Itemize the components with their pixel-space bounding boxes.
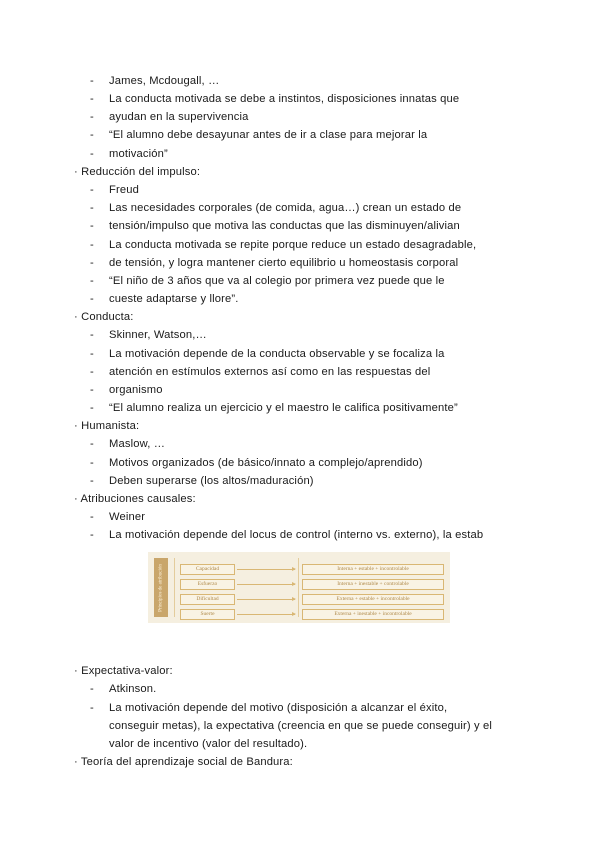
bullet-dash: - [90, 148, 94, 160]
bullet-dash: - [90, 329, 94, 341]
bullet-dash: - [90, 202, 94, 214]
bullet-dash: - [90, 257, 94, 269]
text-line: Weiner [109, 511, 146, 523]
figure-side-label: Principios de atribución [158, 563, 164, 612]
bullet-dash: - [90, 511, 94, 523]
text-line: Deben superarse (los altos/maduración) [109, 475, 314, 487]
text-line: La motivación depende de la conducta observable y se focaliza la [109, 348, 445, 360]
text-line: valor de incentivo (valor del resultado). [109, 738, 308, 750]
bullet-dash: - [90, 184, 94, 196]
bullet-dash: - [90, 529, 94, 541]
section-heading: · Reducción del impulso: [74, 166, 201, 178]
figure-left-box: Capacidad [180, 564, 235, 575]
bullet-dash: - [90, 402, 94, 414]
figure-divider [298, 558, 299, 617]
bullet-dash: - [90, 384, 94, 396]
bullet-dash: - [90, 366, 94, 378]
section-heading: · Atribuciones causales: [74, 493, 196, 505]
text-line: La conducta motivada se debe a instintos, disposiciones innatas que [109, 93, 460, 105]
text-line: de tensión, y logra mantener cierto equilibrio u homeostasis corporal [109, 257, 459, 269]
section-heading: · Expectativa-valor: [74, 665, 173, 677]
bullet-dash: - [90, 93, 94, 105]
bullet-dash: - [90, 75, 94, 87]
section-heading: · Conducta: [74, 311, 134, 323]
bullet-dash: - [90, 239, 94, 251]
bullet-dash: - [90, 348, 94, 360]
bullet-dash: - [90, 683, 94, 695]
figure-arrow [237, 569, 295, 570]
text-line: Freud [109, 184, 139, 196]
bullet-dash: - [90, 129, 94, 141]
bullet-dash: - [90, 111, 94, 123]
figure-right-box: Interna + inestable + controlable [302, 579, 444, 590]
section-heading: · Teoría del aprendizaje social de Bandura: [74, 756, 293, 768]
text-line: “El alumno realiza un ejercicio y el maestro le califica positivamente” [109, 402, 458, 414]
figure-right-box: Externa + estable + incontrolable [302, 594, 444, 605]
figure-divider [174, 558, 175, 617]
text-line: conseguir metas), la expectativa (creencia en que se puede conseguir) y el [109, 720, 492, 732]
figure-right-box: Externa + inestable + incontrolable [302, 609, 444, 620]
text-line: Maslow, … [109, 438, 166, 450]
figure-left-box: Suerte [180, 609, 235, 620]
text-line: La conducta motivada se repite porque reduce un estado desagradable, [109, 239, 477, 251]
text-line: tensión/impulso que motiva las conductas que las disminuyen/alivian [109, 220, 460, 232]
bullet-dash: - [90, 438, 94, 450]
bullet-dash: - [90, 702, 94, 714]
bullet-dash: - [90, 475, 94, 487]
figure-arrow [237, 614, 295, 615]
text-line: La motivación depende del locus de control (interno vs. externo), la estab [109, 529, 484, 541]
text-line: “El niño de 3 años que va al colegio por primera vez puede que le [109, 275, 445, 287]
text-line: Skinner, Watson,… [109, 329, 207, 341]
attribution-figure [148, 552, 450, 623]
text-line: Motivos organizados (de básico/innato a complejo/aprendido) [109, 457, 423, 469]
bullet-dash: - [90, 457, 94, 469]
text-line: “El alumno debe desayunar antes de ir a clase para mejorar la [109, 129, 428, 141]
figure-right-box: Interna + estable + incontrolable [302, 564, 444, 575]
bullet-dash: - [90, 220, 94, 232]
text-line: motivación” [109, 148, 168, 160]
figure-arrow [237, 584, 295, 585]
bullet-dash: - [90, 275, 94, 287]
text-line: atención en estímulos externos así como en las respuestas del [109, 366, 431, 378]
figure-left-box: Esfuerzo [180, 579, 235, 590]
figure-left-box: Dificultad [180, 594, 235, 605]
bullet-dash: - [90, 293, 94, 305]
text-line: Atkinson. [109, 683, 157, 695]
text-line: ayudan en la supervivencia [109, 111, 249, 123]
figure-arrow [237, 599, 295, 600]
text-line: organismo [109, 384, 163, 396]
text-line: cueste adaptarse y llore”. [109, 293, 239, 305]
text-line: Las necesidades corporales (de comida, agua…) crean un estado de [109, 202, 462, 214]
text-line: James, Mcdougall, … [109, 75, 220, 87]
section-heading: · Humanista: [74, 420, 140, 432]
text-line: La motivación depende del motivo (disposición a alcanzar el éxito, [109, 702, 448, 714]
figure-side-band [154, 558, 168, 617]
